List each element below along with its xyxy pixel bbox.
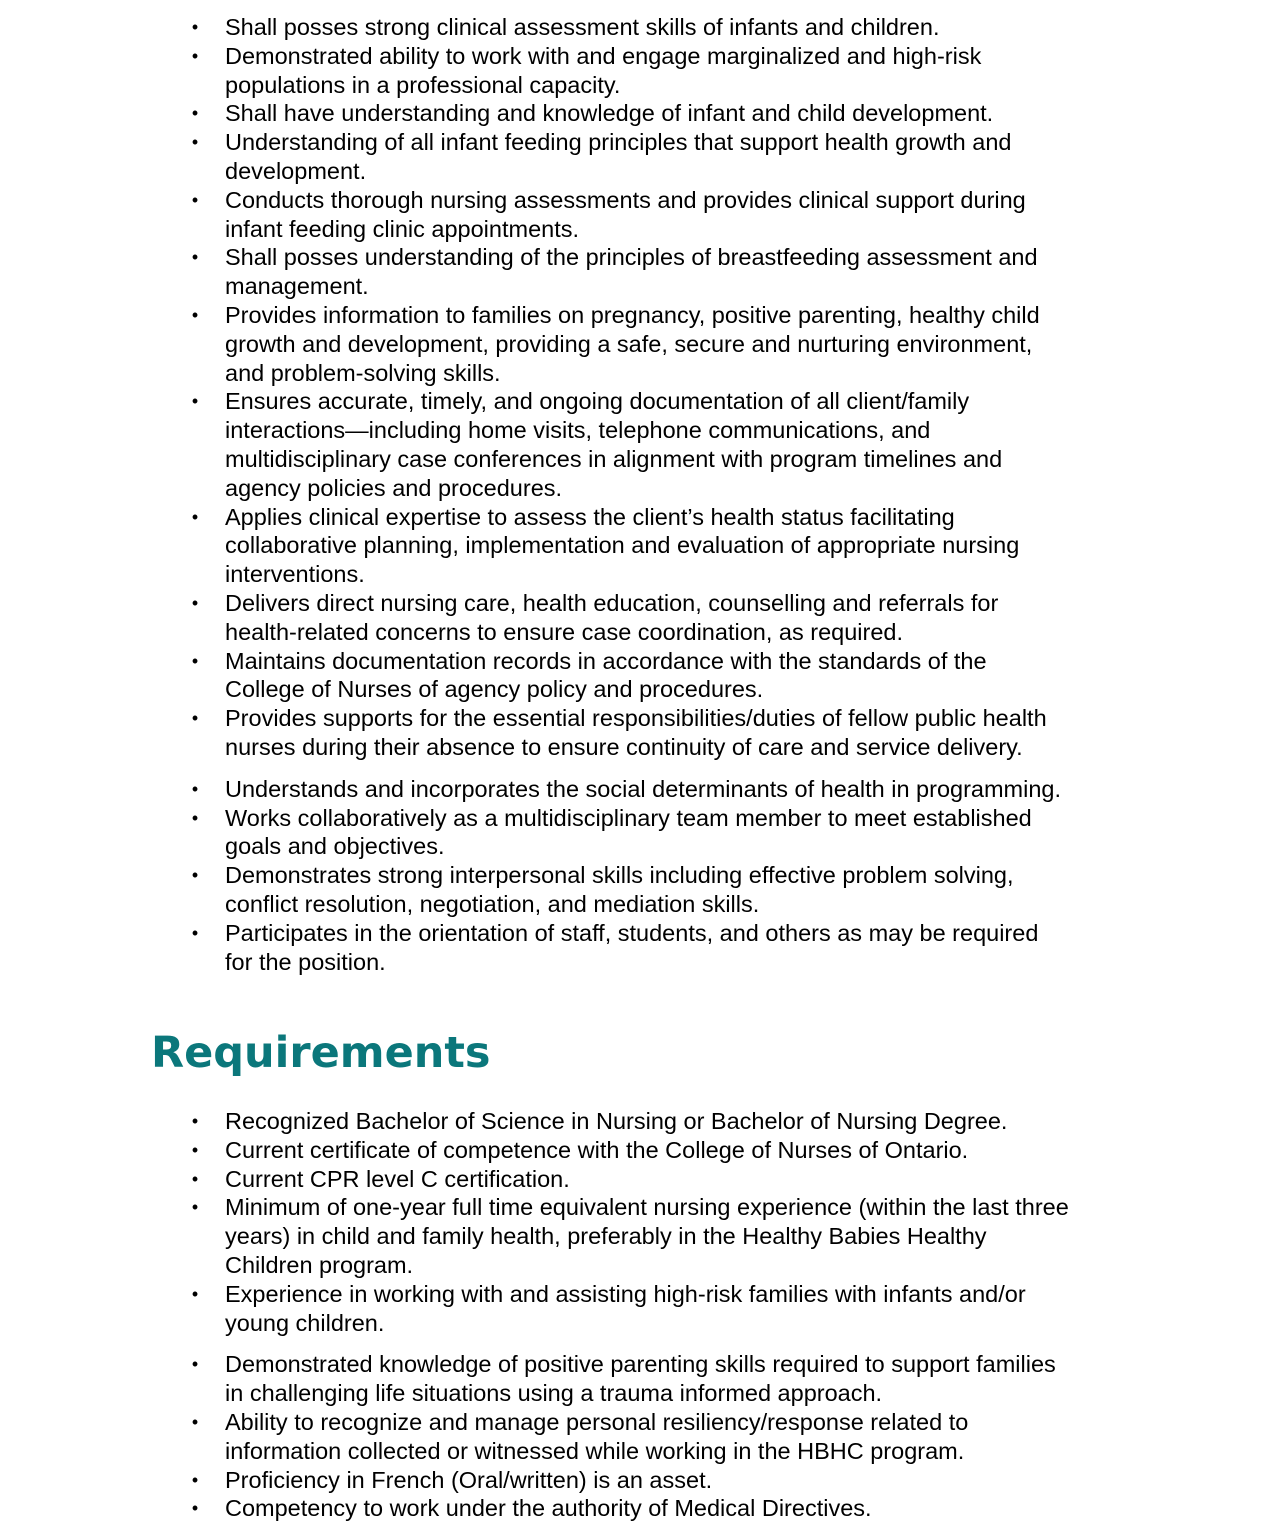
list-item-line: development.	[225, 157, 367, 184]
list-item	[0, 13, 1275, 42]
bullet-icon: •	[191, 922, 199, 943]
list-item	[0, 1107, 1275, 1136]
list-item-line: interactions—including home visits, telephone communications, and	[225, 417, 931, 444]
list-item-line: Proficiency in French (Oral/written) is an asset.	[225, 1466, 713, 1493]
bullet-icon: •	[191, 1168, 199, 1189]
list-item	[0, 589, 1275, 647]
bullet-icon: •	[191, 778, 199, 799]
list-item	[0, 128, 1275, 186]
list-item-line: Understanding of all infant feeding principles that support health growth and	[225, 129, 1012, 156]
list-item-line: Minimum of one-year full time equivalent nursing experience (within the last three	[225, 1194, 1069, 1221]
list-item	[0, 1136, 1275, 1165]
list-item	[0, 243, 1275, 301]
bullet-icon: •	[191, 1498, 199, 1519]
list-item-line: Applies clinical expertise to assess the client’s health status facilitating	[225, 503, 955, 530]
list-item-line: collaborative planning, implementation and evaluation of appropriate nursing	[225, 532, 1020, 559]
list-item-line: health-related concerns to ensure case coordination, as required.	[225, 618, 903, 645]
list-item	[0, 301, 1275, 387]
list-item-line: Demonstrated ability to work with and engage marginalized and high-risk	[225, 42, 982, 69]
list-item	[0, 1193, 1275, 1279]
list-item-line: Current certificate of competence with the College of Nurses of Ontario.	[225, 1136, 969, 1163]
bullet-icon: •	[191, 865, 199, 886]
list-item-line: multidisciplinary case conferences in alignment with program timelines and	[225, 445, 1003, 472]
list-item-line: Experience in working with and assisting high-risk families with infants and/or	[225, 1280, 1026, 1307]
list-item	[0, 1494, 1275, 1523]
list-item-line: Shall posses strong clinical assessment skills of infants and children.	[225, 14, 940, 40]
bullet-icon: •	[191, 304, 199, 325]
list-item	[0, 775, 1275, 804]
bullet-icon: •	[191, 506, 199, 527]
bullet-icon: •	[191, 1354, 199, 1375]
bullet-icon: •	[191, 807, 199, 828]
bullet-icon: •	[191, 132, 199, 153]
bullet-icon: •	[191, 17, 199, 37]
list-item-line: nurses during their absence to ensure continuity of care and service delivery.	[225, 733, 1023, 760]
list-item-line: Maintains documentation records in accordance with the standards of the	[225, 647, 987, 674]
list-item	[0, 1165, 1275, 1194]
list-item-line: management.	[225, 273, 369, 300]
list-item-line: Demonstrates strong interpersonal skills including effective problem solving,	[225, 862, 1014, 889]
list-item-line: for the position.	[225, 948, 386, 975]
list-item	[0, 704, 1275, 762]
list-item-line: Current CPR level C certification.	[225, 1165, 570, 1192]
list-item-line: interventions.	[225, 561, 365, 588]
list-item	[0, 99, 1275, 128]
list-item-line: Delivers direct nursing care, health education, counselling and referrals for	[225, 589, 999, 616]
list-item-line: goals and objectives.	[225, 833, 445, 860]
list-item-line: information collected or witnessed while working in the HBHC program.	[225, 1437, 965, 1464]
duties-list	[0, 13, 1275, 976]
list-item-line: Children program.	[225, 1251, 414, 1278]
bullet-icon: •	[191, 1283, 199, 1304]
list-item-line: populations in a professional capacity.	[225, 71, 621, 98]
list-item	[0, 1466, 1275, 1495]
list-item	[0, 804, 1275, 862]
list-item-line: Works collaboratively as a multidisciplinary team member to meet established	[225, 804, 1032, 831]
list-item-line: in challenging life situations using a trauma informed approach.	[225, 1380, 883, 1407]
list-item	[0, 42, 1275, 100]
requirements-heading: Requirements	[151, 1028, 491, 1078]
list-item-line: agency policies and procedures.	[225, 474, 563, 501]
bullet-icon: •	[191, 1411, 199, 1432]
list-item-line: and problem-solving skills.	[225, 359, 501, 386]
list-item-line: Recognized Bachelor of Science in Nursing or Bachelor of Nursing Degree.	[225, 1108, 1008, 1134]
list-item	[0, 1280, 1275, 1338]
bullet-icon: •	[191, 103, 199, 124]
list-item	[0, 647, 1275, 705]
requirements-list	[0, 1107, 1275, 1523]
bullet-icon: •	[191, 1469, 199, 1490]
list-item-line: Provides information to families on pregnancy, positive parenting, healthy child	[225, 301, 1040, 328]
list-item-line: young children.	[225, 1309, 385, 1336]
list-item	[0, 1350, 1275, 1408]
list-item	[0, 861, 1275, 919]
list-item-line: Demonstrated knowledge of positive parenting skills required to support families	[225, 1351, 1056, 1378]
list-item-line: Competency to work under the authority of Medical Directives.	[225, 1495, 872, 1522]
list-item	[0, 186, 1275, 244]
bullet-icon: •	[191, 592, 199, 613]
list-item	[0, 503, 1275, 589]
bullet-icon: •	[191, 247, 199, 268]
list-item-line: Shall posses understanding of the principles of breastfeeding assessment and	[225, 244, 1038, 271]
list-item-line: infant feeding clinic appointments.	[225, 215, 580, 242]
list-item-line: Ensures accurate, timely, and ongoing documentation of all client/family	[225, 388, 970, 415]
list-item-line: Provides supports for the essential responsibilities/duties of fellow public health	[225, 705, 1047, 732]
bullet-icon: •	[191, 650, 199, 671]
list-item-line: years) in child and family health, preferably in the Healthy Babies Healthy	[225, 1223, 987, 1250]
list-item	[0, 919, 1275, 977]
list-item-line: growth and development, providing a safe, secure and nurturing environment,	[225, 330, 1033, 357]
bullet-icon: •	[191, 45, 199, 66]
list-item-line: Shall have understanding and knowledge of infant and child development.	[225, 100, 994, 127]
bullet-icon: •	[191, 1111, 199, 1131]
list-item	[0, 387, 1275, 502]
list-item-line: conflict resolution, negotiation, and mediation skills.	[225, 890, 760, 917]
bullet-icon: •	[191, 391, 199, 412]
bullet-icon: •	[191, 1139, 199, 1160]
list-item-line: Participates in the orientation of staff, students, and others as may be required	[225, 919, 1039, 946]
bullet-icon: •	[191, 1197, 199, 1218]
list-item-line: Ability to recognize and manage personal resiliency/response related to	[225, 1408, 969, 1435]
bullet-icon: •	[191, 189, 199, 210]
list-item-line: College of Nurses of agency policy and procedures.	[225, 676, 764, 703]
bullet-icon: •	[191, 708, 199, 729]
list-item-line: Conducts thorough nursing assessments and provides clinical support during	[225, 186, 1026, 213]
list-item-line: Understands and incorporates the social determinants of health in programming.	[225, 775, 1062, 802]
list-item	[0, 1408, 1275, 1466]
